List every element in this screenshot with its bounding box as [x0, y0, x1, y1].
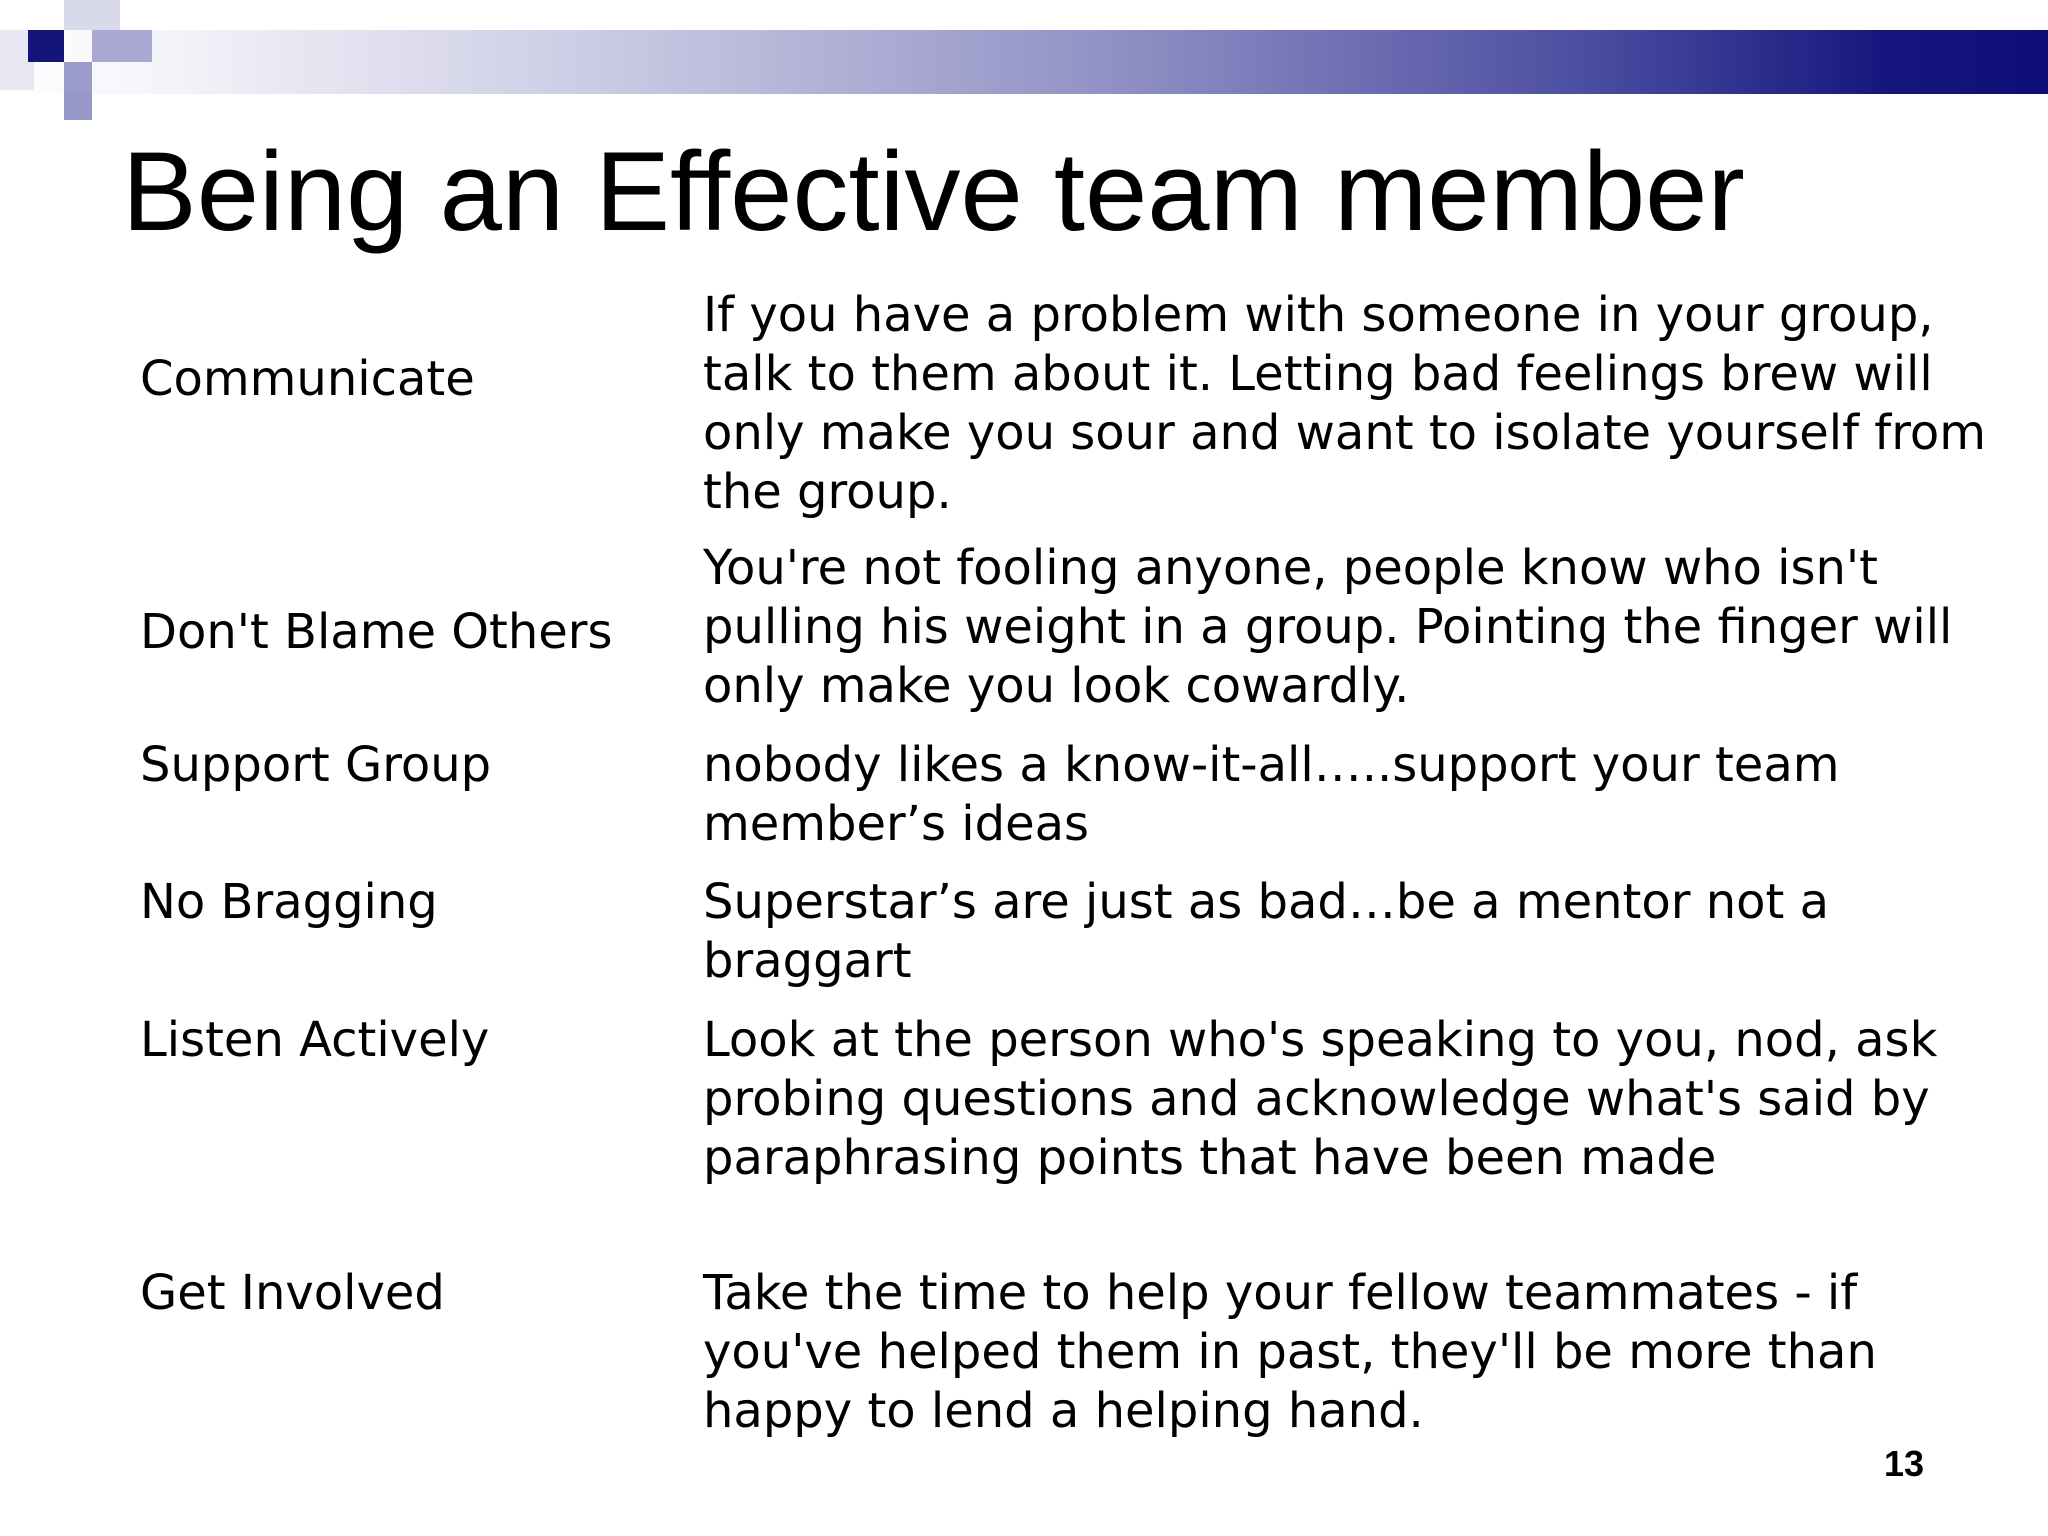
term-listen-actively: Listen Actively [140, 1012, 490, 1068]
description-get-involved: Take the time to help your fellow teammates - if you've helped them in past, they'll be more than happy to lend a helping hand. [703, 1265, 1877, 1439]
term-no-bragging: No Bragging [140, 874, 438, 930]
term-support-group: Support Group [140, 737, 492, 793]
description-dont-blame-others: You're not fooling anyone, people know who isn't pulling his weight in a group. Pointing the finger will only make you look cowardly. [703, 540, 1953, 714]
term-dont-blame-others: Don't Blame Others [140, 604, 613, 660]
description-listen-actively: Look at the person who's speaking to you, nod, ask probing questions and acknowledge what's said by paraphrasing points that have been made [703, 1012, 1938, 1186]
slide-title: Being an Effective team member [122, 129, 1745, 254]
term-communicate: Communicate [140, 351, 475, 407]
description-support-group: nobody likes a know-it-all…..support your team member’s ideas [703, 737, 1840, 852]
description-no-bragging: Superstar’s are just as bad…be a mentor not a braggart [703, 874, 1829, 989]
term-get-involved: Get Involved [140, 1265, 445, 1321]
description-communicate: If you have a problem with someone in your group, talk to them about it. Letting bad feelings brew will only make you sour and want to isolate yourself from the group. [703, 287, 1986, 520]
page-number: 13 [1883, 1443, 1924, 1484]
